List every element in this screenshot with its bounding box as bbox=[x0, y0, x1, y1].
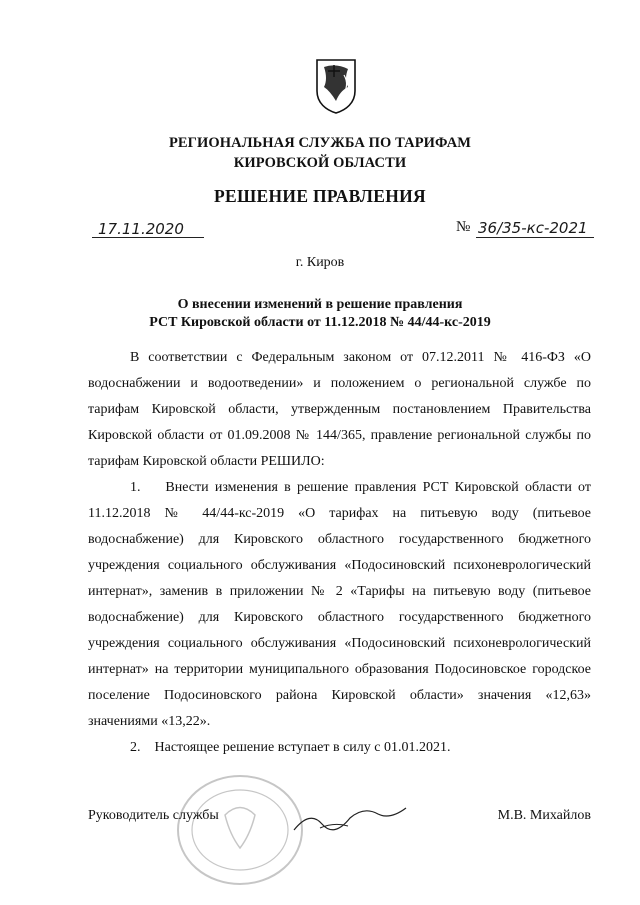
preamble-paragraph: В соответствии с Федеральным законом от 07.12.2011 № 416-ФЗ «О водоснабжении и водоотведении» и положением о региональной службе по тарифам Кировской области, утвержденным постановлением Правительства Кировской области от 01.09.2008 № 144/365, правление региональной службы по тарифам Кировской области РЕШИЛО: bbox=[88, 350, 591, 469]
handwritten-date: 17.11.2020 bbox=[98, 220, 184, 238]
subject-line-2: РСТ Кировской области от 11.12.2018 № 44/44-кс-2019 bbox=[149, 315, 491, 330]
handwritten-number: 36/35-кс-2021 bbox=[478, 219, 588, 237]
organization-line-1: РЕГИОНАЛЬНАЯ СЛУЖБА ПО ТАРИФАМ bbox=[168, 135, 472, 151]
clause-1-paragraph: 1. Внести изменения в решение правления РСТ Кировской области от 11.12.2018 № 44/44-кс-2019 «О тарифах на питьевую воду (питьевое водоснабжение) для Кировского областного государственного бюджетного учреждения социального обслуживания «Подосиновский психоневрологический интернат», заменив в приложении № 2 «Тарифы на питьевую воду (питьевое водоснабжение) для Кировского областного государственного бюджетного учреждения социального обслуживания «Подосиновский психоневрологический интернат» на территории муниципального образования Подосиновское городское поселение Подосиновского района Кировской области» значения «12,63» значениями «13,22». bbox=[88, 480, 591, 729]
document-subject bbox=[0, 296, 640, 332]
number-label: № bbox=[456, 219, 471, 235]
city: г. Киров bbox=[295, 255, 345, 270]
organization-line-2: КИРОВСКОЙ ОБЛАСТИ bbox=[233, 155, 407, 171]
document-body bbox=[88, 345, 591, 761]
clause-2-paragraph: 2. Настоящее решение вступает в силу с 01.01.2021. bbox=[130, 740, 451, 755]
organization-name bbox=[0, 133, 640, 173]
signer-position: Руководитель службы bbox=[88, 808, 219, 823]
signer-name: М.В. Михайлов bbox=[497, 808, 591, 823]
document-type-title: РЕШЕНИЕ ПРАВЛЕНИЯ bbox=[214, 186, 426, 206]
subject-line-1: О внесении изменений в решение правления bbox=[177, 297, 463, 312]
coat-of-arms-emblem bbox=[314, 57, 358, 115]
date-underline bbox=[92, 237, 204, 238]
official-seal-stamp bbox=[170, 770, 310, 890]
handwritten-signature bbox=[290, 800, 410, 836]
number-underline bbox=[476, 237, 594, 238]
